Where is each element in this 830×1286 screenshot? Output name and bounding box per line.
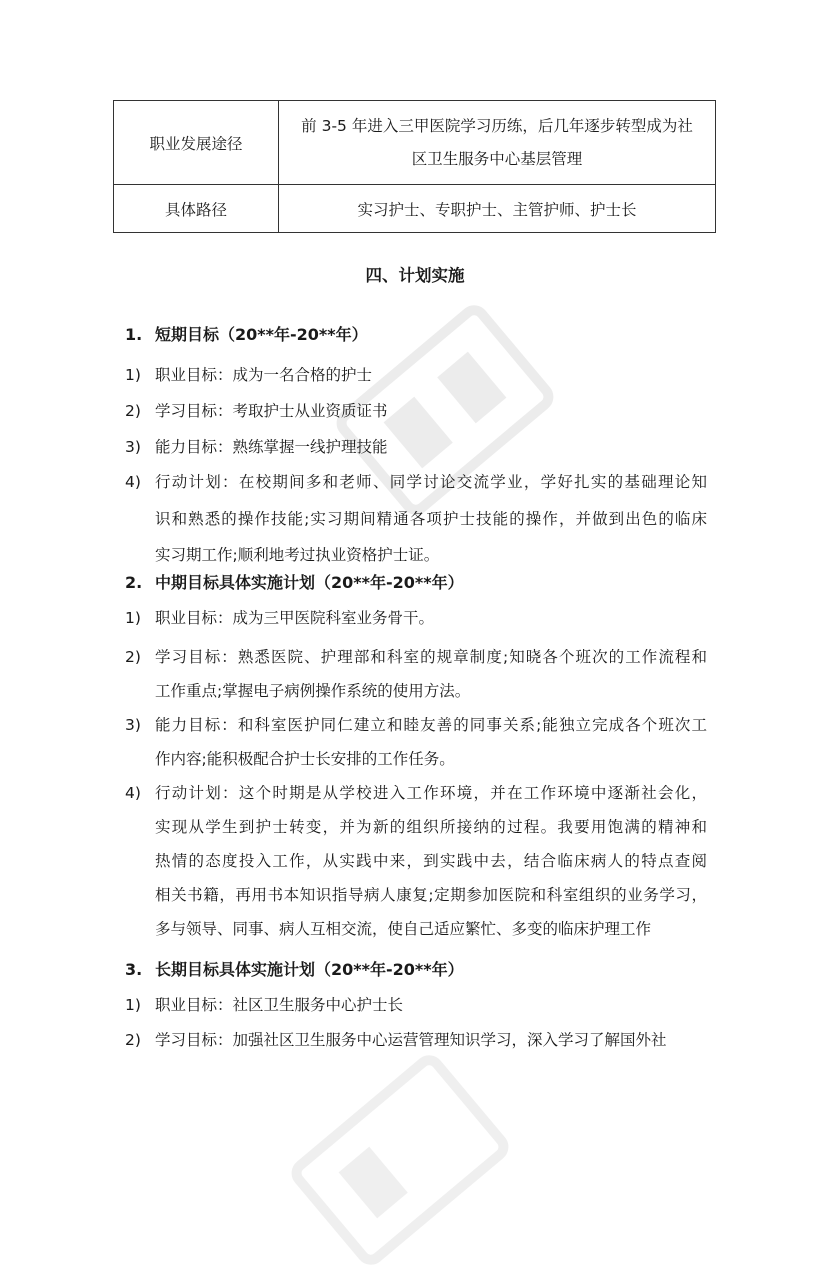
list-item-text: 行动计划：这个时期是从学校进入工作环境，并在工作环境中逐渐社会化， — [155, 784, 707, 802]
list-item-text: 实现从学生到护士转变，并为新的组织所接纳的过程。我要用饱满的精神和 — [155, 818, 707, 836]
list-item-number: 1) — [125, 366, 141, 384]
list-item-text: 工作重点;掌握电子病例操作系统的使用方法。 — [155, 681, 471, 700]
list-item-text: 能力目标：和科室医护同仁建立和睦友善的同事关系;能独立完成各个班次工 — [155, 716, 707, 734]
heading-title: 中期目标具体实施计划（20**年-20**年） — [155, 573, 464, 592]
list-item-text: 多与领导、同事、病人互相交流，使自己适应繁忙、多变的临床护理工作 — [155, 920, 652, 938]
watermark-logo-bottom — [272, 1034, 528, 1285]
section-heading — [125, 325, 368, 345]
list-item-text: 实习期工作;顺利地考过执业资格护士证。 — [155, 546, 440, 564]
list-item-number: 1) — [125, 609, 141, 627]
list-item-number: 1) — [125, 996, 141, 1014]
career-path-table — [113, 100, 716, 233]
list-item-number: 3) — [125, 438, 141, 456]
list-item-text: 学习目标：熟悉医院、护理部和科室的规章制度;知晓各个班次的工作流程和 — [155, 648, 707, 666]
list-item-text: 相关书籍，再用书本知识指导病人康复;定期参加医院和科室组织的业务学习， — [155, 886, 707, 904]
list-item-text: 热情的态度投入工作，从实践中来，到实践中去，结合临床病人的特点查阅 — [155, 852, 707, 870]
table-cell-content — [279, 101, 716, 185]
list-item-text: 学习目标：加强社区卫生服务中心运营管理知识学习，深入学习了解国外社 — [155, 1031, 667, 1049]
table-cell-label: 职业发展途径 — [114, 101, 279, 185]
list-item-number: 2) — [125, 1031, 141, 1049]
list-item-number: 4) — [125, 784, 141, 802]
heading-title: 长期目标具体实施计划（20**年-20**年） — [155, 960, 464, 979]
list-item-text: 能力目标：熟练掌握一线护理技能 — [155, 438, 388, 456]
heading-number: 1. — [125, 325, 143, 344]
list-item-text: 职业目标：成为一名合格的护士 — [155, 366, 373, 384]
list-item-text: 职业目标：社区卫生服务中心护士长 — [155, 996, 404, 1014]
list-item-number: 2) — [125, 648, 141, 666]
row-content-text: 前 3-5 年进入三甲医院学习历练，后几年逐步转型成为社 区卫生服务中心基层管理 — [301, 116, 693, 168]
list-item-text: 识和熟悉的操作技能;实习期间精通各项护士技能的操作，并做到出色的临床 — [155, 509, 707, 528]
heading-number: 2. — [125, 573, 143, 592]
list-item-text: 学习目标：考取护士从业资质证书 — [155, 402, 388, 420]
table-cell-label: 具体路径 — [114, 185, 279, 233]
list-item-number: 3) — [125, 716, 141, 734]
list-item-text: 行动计划：在校期间多和老师、同学讨论交流学业，学好扎实的基础理论知 — [155, 473, 707, 491]
table-row — [114, 185, 716, 233]
section-title: 四、计划实施 — [365, 266, 465, 285]
table-row — [114, 101, 716, 185]
list-item-number: 4) — [125, 473, 141, 491]
section-heading — [125, 573, 464, 593]
section-heading — [125, 960, 464, 980]
heading-number: 3. — [125, 960, 143, 979]
table-cell-content: 实习护士、专职护士、主管护师、护士长 — [279, 185, 716, 233]
list-item-text: 职业目标：成为三甲医院科室业务骨干。 — [155, 609, 435, 627]
list-item-number: 2) — [125, 402, 141, 420]
list-item-text: 作内容;能积极配合护士长安排的工作任务。 — [155, 749, 455, 768]
heading-title: 短期目标（20**年-20**年） — [155, 325, 368, 344]
